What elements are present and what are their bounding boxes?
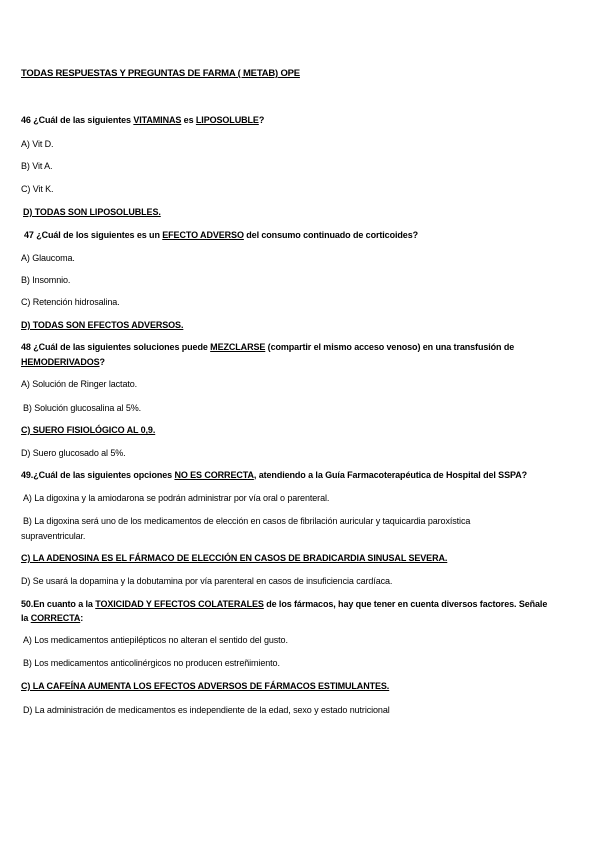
document-title: TODAS RESPUESTAS Y PREGUNTAS DE FARMA ( METAB) OPE: [21, 68, 300, 79]
option-48-d: D) Suero glucosado al 5%.: [21, 448, 126, 458]
question-50-text: la: [21, 613, 31, 623]
question-50-text: 50.En cuanto a la: [21, 599, 96, 609]
question-50-text: :: [80, 613, 84, 623]
option-47-a: A) Glaucoma.: [21, 253, 75, 263]
question-49: [21, 468, 581, 482]
option-47-c: C) Retención hidrosalina.: [21, 297, 120, 307]
answer-46-d: D) TODAS SON LIPOSOLUBLES.: [23, 207, 161, 217]
option-47-b: B) Insomnio.: [21, 275, 71, 285]
option-49-a: A) La digoxina y la amiodarona se podrán administrar por vía oral o parenteral.: [23, 493, 330, 503]
option-49-b-line-2: supraventricular.: [21, 531, 86, 541]
question-48-text: (compartir el mismo acceso venoso) en una transfusión de: [265, 342, 515, 352]
question-47-text: del consumo continuado de corticoides?: [243, 230, 418, 240]
option-49-d: D) Se usará la dopamina y la dobutamina por vía parenteral en casos de insuficiencia cardíaca.: [21, 576, 393, 586]
option-49-b-line-1: B) La digoxina será uno de los medicamentos de elección en casos de fibrilación auricular y taquicardia paroxística: [23, 516, 471, 526]
question-48-text: ?: [99, 357, 105, 367]
question-48-line-1: [21, 340, 581, 354]
question-50-keyword: CORRECTA: [30, 613, 81, 623]
option-50-d: D) La administración de medicamentos es independiente de la edad, sexo y estado nutricional: [23, 705, 390, 715]
question-48-text: 48 ¿Cuál de las siguientes soluciones puede: [21, 342, 211, 352]
option-50-a: A) Los medicamentos antiepilépticos no alteran el sentido del gusto.: [23, 635, 288, 645]
answer-48-c: C) SUERO FISIOLÓGICO AL 0,9.: [21, 425, 156, 435]
question-47-keyword: EFECTO ADVERSO: [162, 230, 244, 240]
question-46: [21, 113, 581, 127]
option-46-b: B) Vit A.: [21, 161, 53, 171]
question-46-text: es: [181, 115, 196, 125]
question-49-keyword: NO ES CORRECTA: [174, 470, 254, 480]
question-50-line-1: [21, 597, 581, 611]
option-46-a: A) Vit D.: [21, 139, 54, 149]
answer-50-c: C) LA CAFEÍNA AUMENTA LOS EFECTOS ADVERSOS DE FÁRMACOS ESTIMULANTES.: [21, 681, 390, 691]
option-48-a: A) Solución de Ringer lactato.: [21, 379, 138, 389]
question-47: [24, 228, 584, 242]
question-48-line-2: [21, 355, 581, 369]
option-48-b: B) Solución glucosalina al 5%.: [23, 403, 142, 413]
question-49-text: 49.¿Cuál de las siguientes opciones: [21, 470, 175, 480]
question-48-keyword: HEMODERIVADOS: [21, 357, 100, 367]
answer-49-c: C) LA ADENOSINA ES EL FÁRMACO DE ELECCIÓN EN CASOS DE BRADICARDIA SINUSAL SEVERA.: [21, 553, 448, 563]
question-50-line-2: [21, 611, 581, 625]
question-46-text: 46 ¿Cuál de las siguientes: [21, 115, 134, 125]
question-50-text: de los fármacos, hay que tener en cuenta diversos factores. Señale: [263, 599, 548, 609]
question-46-text: ?: [258, 115, 265, 125]
option-50-b: B) Los medicamentos anticolinérgicos no producen estreñimiento.: [23, 658, 280, 668]
answer-47-d: D) TODAS SON EFECTOS ADVERSOS.: [21, 320, 184, 330]
option-46-c: C) Vit K.: [21, 184, 54, 194]
question-48-keyword: MEZCLARSE: [210, 342, 266, 352]
question-49-text: , atendiendo a la Guía Farmacoterapéutica de Hospital del SSPA?: [253, 470, 528, 480]
question-50-keyword: TOXICIDAD Y EFECTOS COLATERALES: [95, 599, 264, 609]
question-47-text: 47 ¿Cuál de los siguientes es un: [24, 230, 163, 240]
question-46-keyword: VITAMINAS: [133, 115, 182, 125]
question-46-keyword: LIPOSOLUBLE: [195, 115, 259, 125]
